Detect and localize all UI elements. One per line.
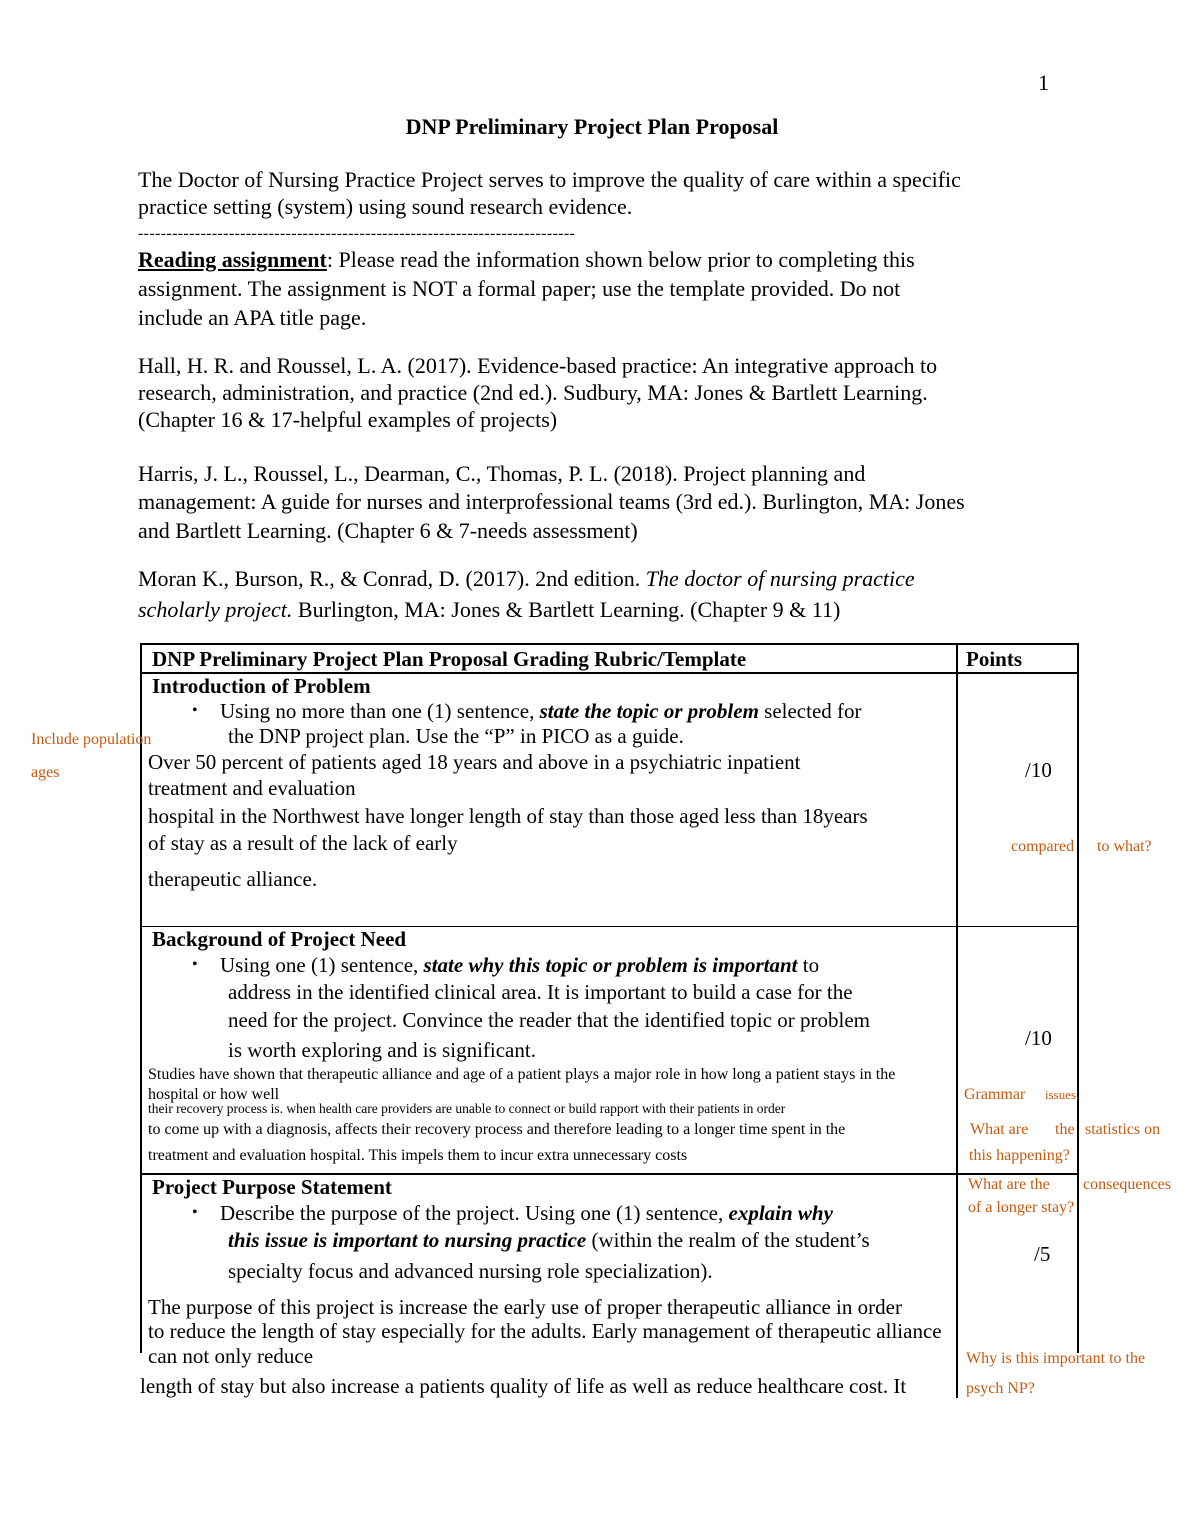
- comment-this-happening: this happening?: [969, 1147, 1070, 1164]
- intro-problem-answer-line-5: therapeutic alliance.: [148, 867, 318, 891]
- purpose-bullet-line-1: Describe the purpose of the project. Using one (1) sentence, explain why: [220, 1201, 833, 1225]
- ref-harris-line-2: management: A guide for nurses and interprofessional teams (3rd ed.). Burlington, MA: Jones: [138, 489, 965, 514]
- intro-line-1: The Doctor of Nursing Practice Project serves to improve the quality of care within a specific: [138, 167, 961, 192]
- background-answer-line-1: Studies have shown that therapeutic alliance and age of a patient plays a major role in how long a patient stays in the: [148, 1066, 896, 1083]
- intro-problem-answer-line-4: of stay as a result of the lack of early: [148, 831, 458, 855]
- ref-hall-line-2: research, administration, and practice (2nd ed.). Sudbury, MA: Jones & Bartlett Learning.: [138, 380, 928, 405]
- comment-statistics-on: statistics on: [1085, 1121, 1161, 1138]
- purpose-answer-line-4: length of stay but also increase a patients quality of life as well as reduce healthcare cost. It: [140, 1374, 907, 1398]
- comment-compared: compared: [1011, 838, 1075, 855]
- purpose-bullet-line-3: specialty focus and advanced nursing role specialization).: [228, 1259, 713, 1283]
- table-border-right: [1077, 643, 1079, 1353]
- intro-problem-points: /10: [1025, 758, 1052, 782]
- background-heading: Background of Project Need: [152, 927, 407, 951]
- bullet-icon: •: [192, 702, 198, 719]
- comment-ages: ages: [31, 764, 60, 781]
- intro-line-2: practice setting (system) using sound research evidence.: [138, 194, 633, 219]
- purpose-heading: Project Purpose Statement: [152, 1175, 392, 1199]
- background-bullet-line-3: need for the project. Convince the reader that the identified topic or problem: [228, 1008, 871, 1032]
- table-border-left: [140, 643, 142, 1353]
- intro-problem-bullet-line-1: Using no more than one (1) sentence, state the topic or problem selected for: [220, 699, 862, 723]
- comment-consequences: consequences: [1083, 1176, 1171, 1193]
- page-title: DNP Preliminary Project Plan Proposal: [405, 114, 779, 139]
- rubric-header-points: Points: [966, 647, 1023, 671]
- intro-problem-answer-line-1: Over 50 percent of patients aged 18 years and above in a psychiatric inpatient: [148, 750, 801, 774]
- intro-problem-heading: Introduction of Problem: [152, 674, 371, 698]
- divider: -----------------------------------------------------------------------------: [138, 225, 576, 242]
- purpose-answer-line-3: can not only reduce: [148, 1344, 314, 1368]
- ref-hall-line-3: (Chapter 16 & 17-helpful examples of projects): [138, 407, 558, 432]
- comment-what-are: What are: [970, 1121, 1029, 1138]
- ref-hall-line-1: Hall, H. R. and Roussel, L. A. (2017). Evidence-based practice: An integrative approach to: [138, 353, 938, 378]
- page-number: 1: [1038, 70, 1049, 95]
- intro-problem-answer-line-3: hospital in the Northwest have longer length of stay than those aged less than 18years: [148, 804, 868, 828]
- ref-moran-line-1: Moran K., Burson, R., & Conrad, D. (2017). 2nd edition. The doctor of nursing practice: [138, 566, 915, 591]
- comment-psych-np: psych NP?: [966, 1380, 1035, 1397]
- reading-assignment-line-1: Reading assignment: Please read the information shown below prior to completing this: [138, 247, 915, 272]
- comment-grammar: Grammar: [964, 1086, 1026, 1103]
- purpose-bullet-line-2: this issue is important to nursing practice (within the realm of the student’s: [228, 1228, 870, 1252]
- bullet-icon: •: [192, 1204, 198, 1221]
- purpose-answer-line-1: The purpose of this project is increase the early use of proper therapeutic alliance in order: [148, 1295, 902, 1319]
- background-answer-line-2: hospital or how well: [148, 1086, 280, 1103]
- intro-problem-bullet-line-2: the DNP project plan. Use the “P” in PICO as a guide.: [228, 724, 684, 748]
- intro-problem-answer-line-2: treatment and evaluation: [148, 776, 356, 800]
- ref-harris-line-1: Harris, J. L., Roussel, L., Dearman, C., Thomas, P. L. (2018). Project planning and: [138, 461, 866, 486]
- background-bullet-line-4: is worth exploring and is significant.: [228, 1038, 536, 1062]
- table-border-top: [140, 643, 1079, 645]
- background-answer-line-4: to come up with a diagnosis, affects their recovery process and therefore leading to a longer time spent in the: [148, 1121, 846, 1138]
- reading-assignment-line-2: assignment. The assignment is NOT a formal paper; use the template provided. Do not: [138, 276, 901, 301]
- bullet-icon: •: [192, 956, 198, 973]
- background-bullet-line-2: address in the identified clinical area. It is important to build a case for the: [228, 980, 853, 1004]
- comment-issues: issues.: [1045, 1087, 1080, 1102]
- reading-assignment-label: Reading assignment: [138, 247, 327, 272]
- purpose-answer-line-2: to reduce the length of stay especially for the adults. Early management of therapeutic alliance: [148, 1319, 942, 1343]
- comment-include-population: Include population: [31, 731, 152, 748]
- comment-longer-stay: of a longer stay?: [968, 1199, 1075, 1216]
- reading-assignment-line-3: include an APA title page.: [138, 305, 367, 330]
- table-border-middle: [956, 643, 958, 1398]
- comment-what-are-the: What are the: [968, 1176, 1050, 1193]
- background-answer-line-3: their recovery process is. when health care providers are unable to connect or build rapport with their patients in order: [148, 1101, 786, 1116]
- comment-the: the: [1055, 1121, 1075, 1138]
- purpose-points: /5: [1034, 1242, 1051, 1266]
- background-bullet-line-1: Using one (1) sentence, state why this topic or problem is important to: [220, 953, 820, 977]
- ref-harris-line-3: and Bartlett Learning. (Chapter 6 & 7-needs assessment): [138, 518, 638, 543]
- rubric-header-title: DNP Preliminary Project Plan Proposal Grading Rubric/Template: [152, 647, 747, 671]
- background-answer-line-5: treatment and evaluation hospital. This impels them to incur extra unnecessary costs: [148, 1147, 688, 1164]
- background-points: /10: [1025, 1026, 1052, 1050]
- ref-moran-line-2: scholarly project. Burlington, MA: Jones & Bartlett Learning. (Chapter 9 & 11): [138, 597, 841, 622]
- comment-why-important: Why is this important to the: [966, 1350, 1146, 1367]
- comment-to-what: to what?: [1097, 838, 1152, 855]
